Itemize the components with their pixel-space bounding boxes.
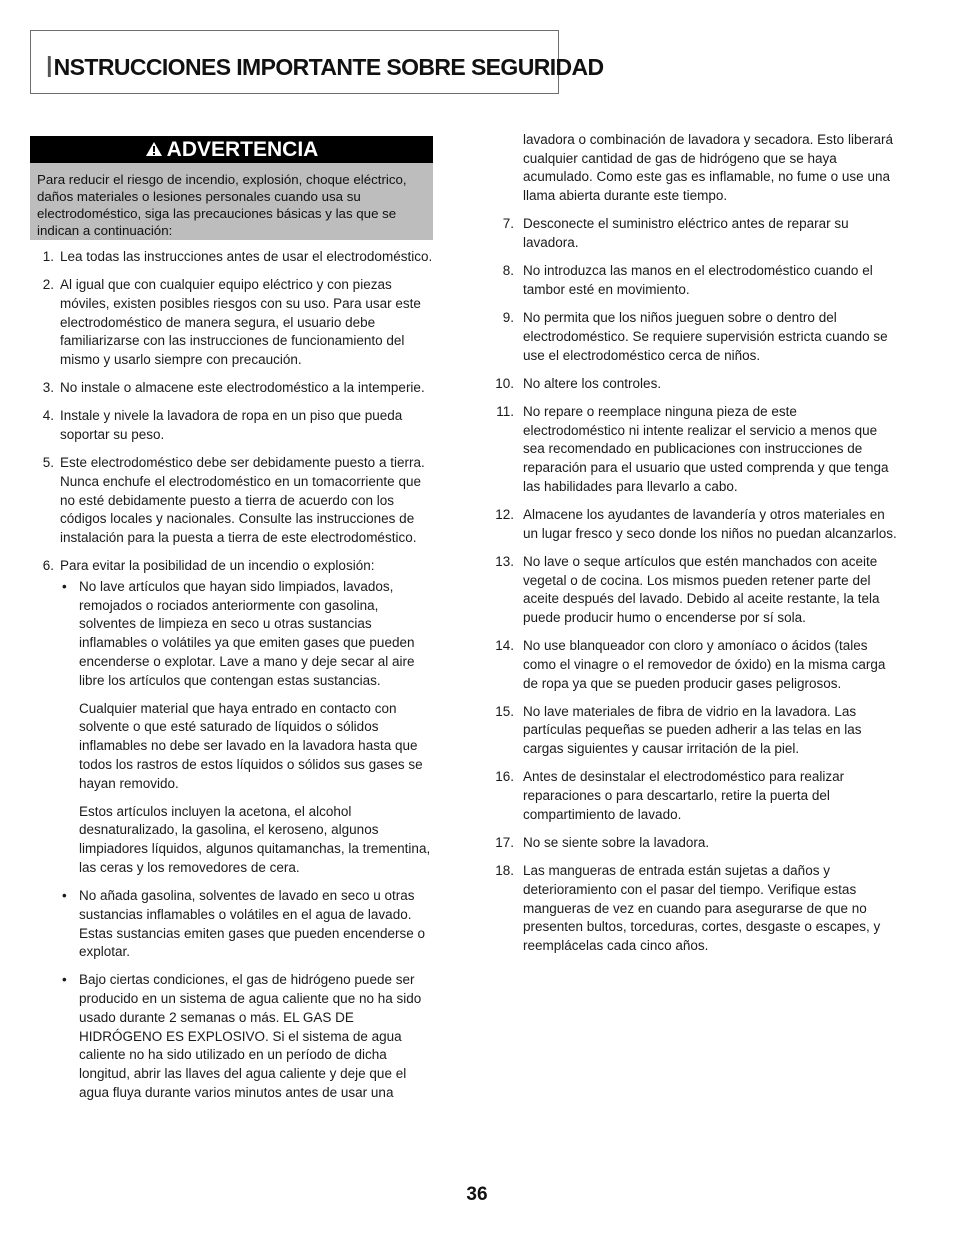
item-text: Al igual que con cualquier equipo eléctrico y con piezas móviles, existen posibles riesgos con su uso. Para usar este electrodoméstico de manera segura, el usuario debe familiarizarse con las instrucciones de funcionamiento del mismo y usarlo siempre con precaución. xyxy=(60,277,421,368)
list-item xyxy=(494,703,898,759)
list-item xyxy=(36,276,436,370)
list-item xyxy=(36,248,436,267)
item-text: No instale o almacene este electrodoméstico a la intemperie. xyxy=(60,380,425,396)
item-text: No se siente sobre la lavadora. xyxy=(523,835,710,850)
item6-bullet-list xyxy=(36,578,436,1102)
item-text: Instale y nivele la lavadora de ropa en un piso que pueda soportar su peso. xyxy=(60,408,403,443)
list-item xyxy=(494,637,898,693)
bullet-paragraph: No añada gasolina, solventes de lavado en seco u otras sustancias inflamables o volátiles en el agua de lavado. Estas sustancias emiten gases que pueden encenderse o explotar. xyxy=(79,888,425,960)
warning-triangle-icon xyxy=(145,141,163,157)
bullet-item xyxy=(60,578,436,878)
item-number: 11. xyxy=(496,403,514,419)
item-text: No repare o reemplace ninguna pieza de este electrodoméstico ni intente realizar el servicio a menos que sea recomendado en publicaciones con instrucciones de reparación para el usuario que usted comprenda y que tenga las habilidades para llevarlo a cabo. xyxy=(523,403,889,494)
bullet-paragraph: No lave artículos que hayan sido limpiados, lavados, remojados o rociados anteriormente con gasolina, solventes de limpieza en seco u otras sustancias inflamables o volátiles ya que emiten gases que pueden encenderse o explotar. Lave a mano y deje secar al aire libre los artículos que contengan estas sustancias. xyxy=(79,579,415,688)
list-item xyxy=(36,454,436,548)
list-item xyxy=(36,379,436,398)
item-number: 4. xyxy=(42,408,54,424)
list-item xyxy=(494,403,898,497)
item-number: 13. xyxy=(495,553,514,569)
list-item xyxy=(494,768,898,824)
bullet-item xyxy=(60,971,436,1102)
item-number: 6. xyxy=(42,558,54,574)
warning-intro: Para reducir el riesgo de incendio, explosión, choque eléctrico, daños materiales o lesiones personales cuando usa su electrodoméstico, siga las precauciones básicas y las que se indican a continuación: xyxy=(30,163,433,240)
list-item xyxy=(494,215,898,252)
left-column xyxy=(36,248,436,1112)
list-item xyxy=(494,309,898,365)
page-title xyxy=(45,49,604,85)
item-number: 17. xyxy=(495,835,514,850)
bullet-item xyxy=(60,887,436,962)
list-item xyxy=(36,407,436,444)
item-text: No introduzca las manos en el electrodoméstico cuando el tambor esté en movimiento. xyxy=(523,263,873,297)
list-item xyxy=(494,553,898,628)
warning-label: ADVERTENCIA xyxy=(166,138,319,161)
item-text: Este electrodoméstico debe ser debidamente puesto a tierra. Nunca enchufe el electrodoméstico en un tomacorriente que no esté debidamente puesto a tierra de acuerdo con los códigos locales y nacionales. Consulte las instrucciones de instalación para la puesta a tierra de este electrodoméstico. xyxy=(60,455,425,546)
bullet-icon: • xyxy=(62,579,67,595)
continuation-text-a: lavadora o combinación de lavadora y secadora. Esto liberará cualquier cantidad de gas de hidrógeno que se haya xyxy=(523,132,893,166)
item-number: 15. xyxy=(495,703,514,719)
item-number: 8. xyxy=(502,263,514,279)
item-number: 16. xyxy=(495,769,514,785)
item-text: Para evitar la posibilidad de un incendio o explosión: xyxy=(60,558,375,574)
bullet-icon: • xyxy=(62,888,67,904)
continuation-text-b: acumulado. Como este gas es inflamable, no fume o use una llama abierta durante este tiempo. xyxy=(523,169,890,204)
item-text: No altere los controles. xyxy=(523,375,662,391)
list-item xyxy=(494,862,898,956)
page-number: 36 xyxy=(466,1184,488,1205)
page-title-box xyxy=(30,30,604,94)
item-number: 7. xyxy=(502,216,514,232)
item-number: 1. xyxy=(42,249,54,264)
item-text: Las mangueras de entrada están sujetas a daños y deterioramiento con el pasar del tiempo. Verifique estas mangueras de vez en cuando para asegurarse de que no presenten bultos, torceduras, cortes, desgaste o escapes, y reemplácelas cada cinco años. xyxy=(523,863,881,954)
item-number: 9. xyxy=(502,310,514,326)
list-item xyxy=(36,557,436,576)
list-item xyxy=(494,506,898,543)
item-text: Desconecte el suministro eléctrico antes de reparar su lavadora. xyxy=(523,216,849,251)
bullet-continuation xyxy=(494,131,898,206)
item-number: 3. xyxy=(42,380,54,396)
bullet-icon: • xyxy=(62,972,67,988)
page-title-initial: I xyxy=(45,49,54,84)
item-text: Antes de desinstalar el electrodoméstico para realizar reparaciones o para descartarlo, retire la puerta del compartimiento de lavado. xyxy=(523,769,845,822)
item-text: No use blanqueador con cloro y amoníaco o ácidos (tales como el vinagre o el removedor de óxido) en la misma carga de ropa ya que se pueden producir gases peligrosos. xyxy=(523,638,886,691)
item-text: No lave o seque artículos que estén manchados con aceite vegetal o de cocina. Los mismos pueden retener parte del aceite después del lavado. Debido al aceite restante, la tela puede producir humo o encenderse por sí sola. xyxy=(523,553,880,625)
bullet-paragraph: Cualquier material que haya entrado en contacto con solvente o que esté saturado de líquidos o sólidos inflamables no debe ser lavado en la lavadora hasta que todos los rastros de estos líquidos o sólidos sus gases se hayan removido. xyxy=(79,700,423,791)
item-text: Lea todas las instrucciones antes de usar el electrodoméstico. xyxy=(60,249,433,264)
bullet-paragraph: Estos artículos incluyen la acetona, el alcohol desnaturalizado, la gasolina, el keroseno, algunos limpiadores líquidos, algunos quitamanchas, la trementina, las ceras y los removedores de cera. xyxy=(79,803,431,875)
item-text: Almacene los ayudantes de lavandería y otros materiales en un lugar fresco y seco donde los niños no puedan alcanzarlos. xyxy=(523,506,897,541)
list-item xyxy=(494,262,898,299)
item-text: No lave materiales de fibra de vidrio en la lavadora. Las partículas pequeñas se pueden adherir a las telas en las cargas siguientes y causar irritación de la piel. xyxy=(523,703,862,757)
item-number: 12. xyxy=(495,506,514,522)
item-number: 18. xyxy=(495,863,514,879)
list-item xyxy=(494,375,898,394)
item-number: 5. xyxy=(42,455,54,471)
warning-header xyxy=(30,136,433,163)
item-text: No permita que los niños jueguen sobre o dentro del electrodoméstico. Se requiere supervisión estricta cuando se use el electrodoméstico cerca de niños. xyxy=(523,310,888,363)
item-number: 10. xyxy=(495,375,514,391)
item-number: 2. xyxy=(42,277,54,293)
item-number: 14. xyxy=(495,638,514,654)
list-item xyxy=(494,834,898,853)
right-column xyxy=(494,131,898,965)
bullet-paragraph: Bajo ciertas condiciones, el gas de hidrógeno puede ser producido en un sistema de agua caliente que no ha sido usado durante 2 semanas o más. EL GAS DE HIDRÓGENO ES EXPLOSIVO. Si el sistema de agua caliente no ha sido utilizado en un período de dicha longitud, abrir las llaves del agua caliente y deje que el agua fluya durante varios minutos antes de usar una xyxy=(79,972,422,1100)
page-title-rest: NSTRUCCIONES IMPORTANTE SOBRE SEGURIDAD xyxy=(53,54,604,80)
